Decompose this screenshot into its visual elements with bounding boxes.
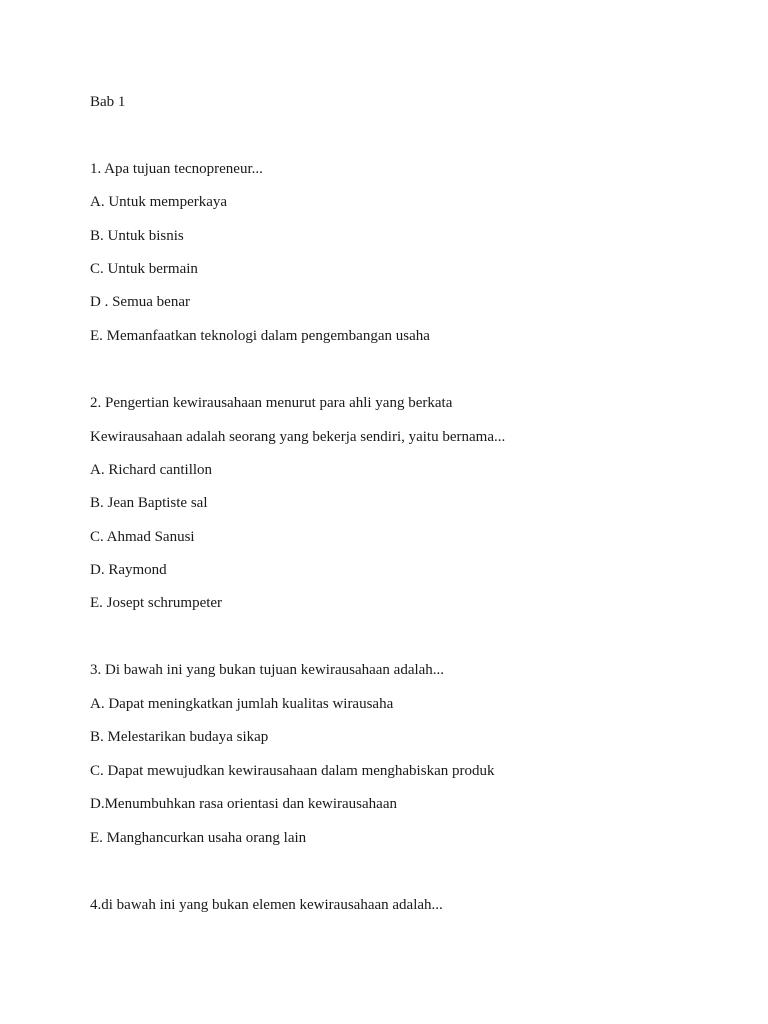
question-2-option-b: B. Jean Baptiste sal bbox=[90, 495, 208, 511]
question-4: 4.di bawah ini yang bukan elemen kewirausahaan adalah... bbox=[90, 897, 443, 913]
question-3-option-d: D.Menumbuhkan rasa orientasi dan kewirausahaan bbox=[90, 796, 397, 812]
question-3-option-e: E. Manghancurkan usaha orang lain bbox=[90, 830, 307, 846]
question-2-option-a: A. Richard cantillon bbox=[90, 462, 213, 478]
question-1-option-c: C. Untuk bermain bbox=[90, 261, 198, 277]
question-1-option-b: B. Untuk bisnis bbox=[90, 228, 184, 244]
question-1: 1. Apa tujuan tecnopreneur... bbox=[90, 161, 263, 177]
question-2-option-d: D. Raymond bbox=[90, 562, 167, 578]
question-2-option-e: E. Josept schrumpeter bbox=[90, 595, 223, 611]
question-2-line-2: Kewirausahaan adalah seorang yang bekerja sendiri, yaitu bernama... bbox=[90, 429, 506, 445]
question-1-option-e: E. Memanfaatkan teknologi dalam pengembangan usaha bbox=[90, 328, 430, 344]
question-3-option-a: A. Dapat meningkatkan jumlah kualitas wirausaha bbox=[90, 696, 394, 712]
question-3-option-c: C. Dapat mewujudkan kewirausahaan dalam menghabiskan produk bbox=[90, 763, 495, 779]
question-2: 2. Pengertian kewirausahaan menurut para ahli yang berkata bbox=[90, 395, 453, 411]
question-2-option-c: C. Ahmad Sanusi bbox=[90, 529, 195, 545]
question-3-option-b: B. Melestarikan budaya sikap bbox=[90, 729, 269, 745]
question-1-option-a: A. Untuk memperkaya bbox=[90, 194, 228, 210]
chapter-title: Bab 1 bbox=[90, 94, 126, 110]
question-1-option-d: D . Semua benar bbox=[90, 294, 190, 310]
question-3: 3. Di bawah ini yang bukan tujuan kewirausahaan adalah... bbox=[90, 662, 445, 678]
